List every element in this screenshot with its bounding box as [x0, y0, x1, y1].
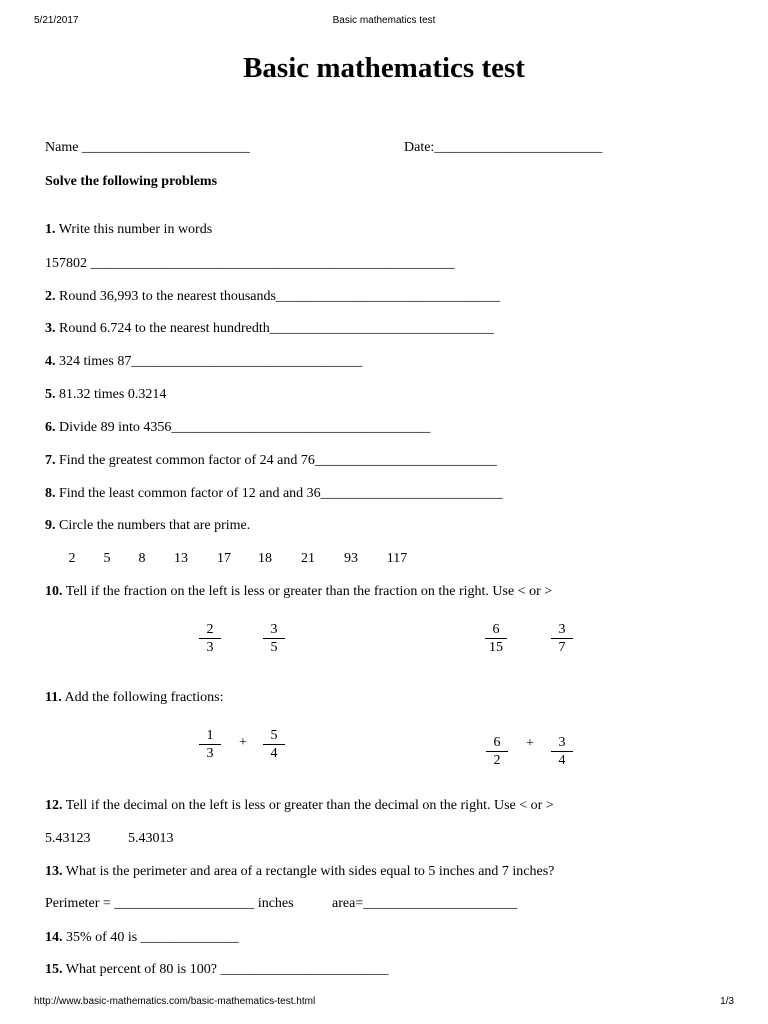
question-text: Add the following fractions: [61, 690, 224, 705]
denominator: 3 [206, 640, 214, 655]
question-text: 81.32 times 0.3214 [55, 387, 167, 402]
question-number: 1. [45, 222, 56, 237]
question-number: 2. [45, 289, 56, 304]
question-3 [45, 321, 494, 337]
question-10 [45, 584, 552, 600]
question-text: Round 6.724 to the nearest hundredth________________________________ [55, 321, 494, 336]
question-text: Divide 89 into 4356_____________________________________ [55, 420, 431, 435]
prime-candidate: 21 [301, 551, 315, 566]
fraction [551, 734, 573, 769]
fraction [263, 727, 285, 762]
prime-candidate: 5 [103, 551, 111, 566]
denominator: 2 [493, 753, 501, 768]
question-4 [45, 354, 362, 370]
numerator: 6 [485, 621, 507, 639]
fraction [486, 734, 508, 769]
page-title: Basic mathematics test [243, 52, 525, 84]
perimeter-answer: Perimeter = ____________________ inches [45, 896, 294, 911]
decimal-left: 5.43123 [45, 831, 91, 846]
question-5 [45, 387, 166, 403]
denominator: 5 [270, 640, 278, 655]
plus-sign: + [526, 736, 534, 751]
question-text: Find the greatest common factor of 24 and 76__________________________ [55, 453, 497, 468]
numerator: 3 [263, 621, 285, 639]
numerator: 6 [486, 734, 508, 752]
fraction [551, 621, 573, 656]
question-number: 8. [45, 486, 56, 501]
question-8 [45, 486, 503, 502]
numerator: 1 [199, 727, 221, 745]
question-number: 9. [45, 518, 56, 533]
instructions: Solve the following problems [45, 174, 218, 189]
question-1-answer: 157802 ____________________________________________________ [45, 256, 455, 271]
question-number: 10. [45, 584, 63, 599]
question-number: 3. [45, 321, 56, 336]
prime-candidate: 18 [258, 551, 272, 566]
question-15 [45, 962, 388, 978]
question-number: 6. [45, 420, 56, 435]
question-text: Tell if the decimal on the left is less or greater than the decimal on the right. Use < or > [62, 798, 554, 813]
prime-candidate: 13 [174, 551, 188, 566]
question-number: 13. [45, 864, 63, 879]
numerator: 3 [551, 734, 573, 752]
question-number: 11. [45, 690, 62, 705]
question-text: What percent of 80 is 100? ________________________ [62, 962, 389, 977]
question-12 [45, 798, 554, 814]
question-number: 7. [45, 453, 56, 468]
page-number: 1/3 [720, 996, 734, 1007]
fraction [199, 621, 221, 656]
question-text: 35% of 40 is ______________ [62, 930, 239, 945]
question-text: What is the perimeter and area of a rectangle with sides equal to 5 inches and 7 inches? [62, 864, 555, 879]
question-text: Tell if the fraction on the left is less or greater than the fraction on the right. Use < or > [62, 584, 553, 599]
prime-candidate: 117 [386, 551, 408, 566]
prime-candidate: 93 [344, 551, 358, 566]
area-answer: area=______________________ [332, 896, 518, 911]
question-13 [45, 864, 554, 880]
question-number: 15. [45, 962, 63, 977]
footer-url: http://www.basic-mathematics.com/basic-mathematics-test.html [34, 996, 316, 1007]
question-7 [45, 453, 497, 469]
fraction [485, 621, 507, 656]
fraction [263, 621, 285, 656]
denominator: 15 [489, 640, 503, 655]
decimal-right: 5.43013 [128, 831, 174, 846]
plus-sign: + [239, 735, 247, 750]
numerator: 5 [263, 727, 285, 745]
question-11 [45, 690, 224, 706]
numerator: 2 [199, 621, 221, 639]
prime-candidate: 8 [138, 551, 146, 566]
denominator: 7 [558, 640, 566, 655]
question-text: Round 36,993 to the nearest thousands________________________________ [55, 289, 500, 304]
print-header-title: Basic mathematics test [332, 15, 436, 26]
numerator: 3 [551, 621, 573, 639]
question-2 [45, 289, 500, 305]
print-date: 5/21/2017 [34, 15, 79, 26]
fraction [199, 727, 221, 762]
question-number: 14. [45, 930, 63, 945]
question-9 [45, 518, 250, 534]
question-6 [45, 420, 430, 436]
question-text: Circle the numbers that are prime. [55, 518, 251, 533]
question-14 [45, 930, 239, 946]
question-number: 4. [45, 354, 56, 369]
prime-candidate: 2 [68, 551, 76, 566]
denominator: 4 [558, 753, 566, 768]
question-text: Write this number in words [55, 222, 213, 237]
question-number: 5. [45, 387, 56, 402]
question-number: 12. [45, 798, 63, 813]
question-text: 324 times 87_________________________________ [55, 354, 363, 369]
date-field-label: Date:________________________ [404, 140, 603, 155]
question-text: Find the least common factor of 12 and and 36__________________________ [55, 486, 503, 501]
name-field-label: Name ________________________ [45, 140, 250, 155]
denominator: 4 [270, 746, 278, 761]
prime-candidate: 17 [217, 551, 231, 566]
denominator: 3 [206, 746, 214, 761]
question-1 [45, 222, 212, 238]
